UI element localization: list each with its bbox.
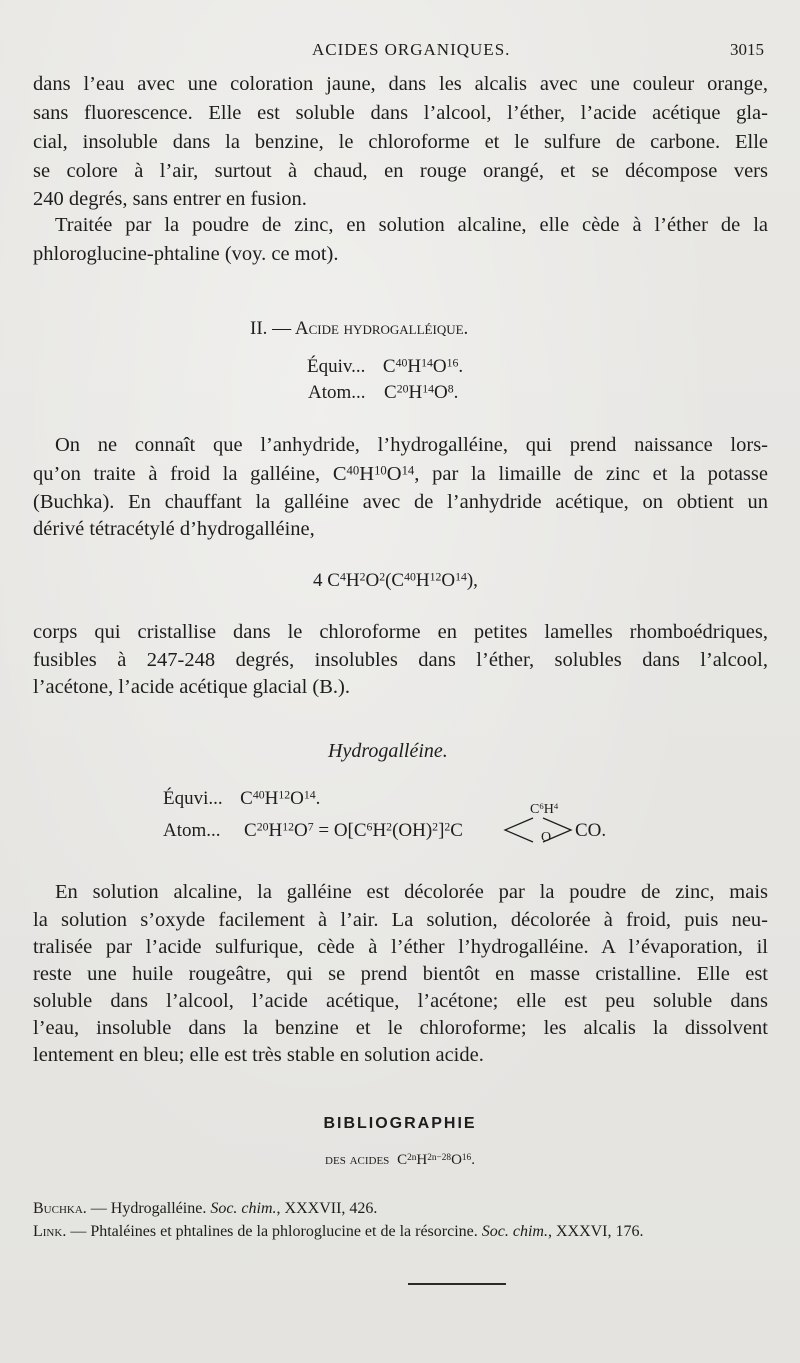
para5-line-4: reste une huile rougeâtre, qui se prend bientôt en masse cristalline. Elle est (33, 963, 768, 985)
para1-line-3: cial, insoluble dans la benzine, le chloroforme et le sulfure de carbone. Elle (33, 131, 768, 153)
para4-line-1: corps qui cristallise dans le chloroforme en petites lamelles rhomboédriques, (33, 621, 768, 643)
section-number: II. — (250, 318, 292, 339)
running-header-title: ACIDES ORGANIQUES. (312, 40, 511, 59)
subheading-hydrogalleine: Hydrogalléine. (328, 740, 448, 762)
section-title: Acide hydrogalléique. (294, 318, 469, 339)
formula-equiv: Équiv... $C^{40}H^{14}O^{16}$. (307, 356, 464, 377)
para1-line-1: dans l’eau avec une coloration jaune, dans les alcalis avec une couleur orange, (33, 73, 768, 95)
para1-line-4: se colore à l’air, surtout à chaud, en rouge orangé, et se décompose vers (33, 160, 768, 182)
para3-line-1: On ne connaît que l’anhydride, l’hydrogalléine, qui prend naissance lors- (55, 434, 768, 456)
formula-atom: Atom... $C^{20}H^{14}O^8$. (308, 382, 459, 403)
para3-line-4: dérivé tétracétylé d’hydrogalléine, (33, 518, 315, 540)
para5-line-1: En solution alcaline, la galléine est décolorée par la poudre de zinc, mais (55, 881, 768, 903)
para5-line-6: l’eau, insoluble dans la benzine et le chloroforme; les alcalis la dissolvent (33, 1017, 768, 1039)
structure-end-group: CO. (575, 820, 607, 841)
para5-line-5: soluble dans l’alcool, l’acide acétique, l’acétone; elle est peu soluble dans (33, 990, 768, 1012)
page-number: 3015 (730, 40, 764, 59)
para4-line-2: fusibles à 247-248 degrés, insolubles dans l’éther, solubles dans l’alcool, (33, 649, 768, 671)
formula-hydrogalleine-equiv: Équvi... $C^{40}H^{12}O^{14}$. (163, 788, 321, 809)
structure-bottom-oxygen: O (541, 830, 552, 845)
formula-hydrogalleine-atom: Atom... $C^{20}H^{12}O^7 = O[C^6H^2(OH)^2]^2C$ (163, 820, 463, 841)
bibliography-subheading: des acides $C^{2n}H^{2n-28}O^{16}$. (325, 1152, 475, 1168)
para5-line-7: lentement en bleu; elle est très stable en solution acide. (33, 1044, 484, 1066)
para5-line-2: la solution s’oxyde facilement à l’air. La solution, décolorée à froid, puis neu- (33, 909, 768, 931)
structure-top-group: $C^6H^4$ (530, 801, 559, 817)
para1-line-2: sans fluorescence. Elle est soluble dans l’alcool, l’éther, l’acide acétique gla- (33, 102, 768, 124)
formula-tetracetyl: 4 $C^4H^2O^2(C^{40}H^{12}O^{14})$, (313, 570, 478, 591)
para2-line-2: phloroglucine-phtaline (voy. ce mot). (33, 243, 339, 265)
bibliography-ref-2: Link. — Phtaléines et phtalines de la phloroglucine et de la résorcine. Soc. chim., XXXVI, 176. (33, 1223, 644, 1240)
bibliography-ref-1: Buchka. — Hydrogalléine. Soc. chim., XXXVII, 426. (33, 1200, 378, 1217)
para1-line-5: 240 degrés, sans entrer en fusion. (33, 188, 307, 210)
para4-line-3: l’acétone, l’acide acétique glacial (B.). (33, 676, 350, 698)
para3-line-2: qu’on traite à froid la galléine, $C^{40}H^{10}O^{14}$, par la limaille de zinc et la potasse (33, 463, 768, 485)
section-heading (250, 318, 468, 340)
bibliography-heading: BIBLIOGRAPHIE (323, 1115, 477, 1132)
para2-line-1: Traitée par la poudre de zinc, en solution alcaline, elle cède à l’éther de la (55, 214, 768, 236)
end-rule-divider (408, 1283, 506, 1285)
para5-line-3: tralisée par l’acide sulfurique, cède à l’éther l’hydrogalléine. A l’évaporation, il (33, 936, 768, 958)
para3-line-3: (Buchka). En chauffant la galléine avec de l’anhydride acétique, on obtient un (33, 491, 768, 513)
